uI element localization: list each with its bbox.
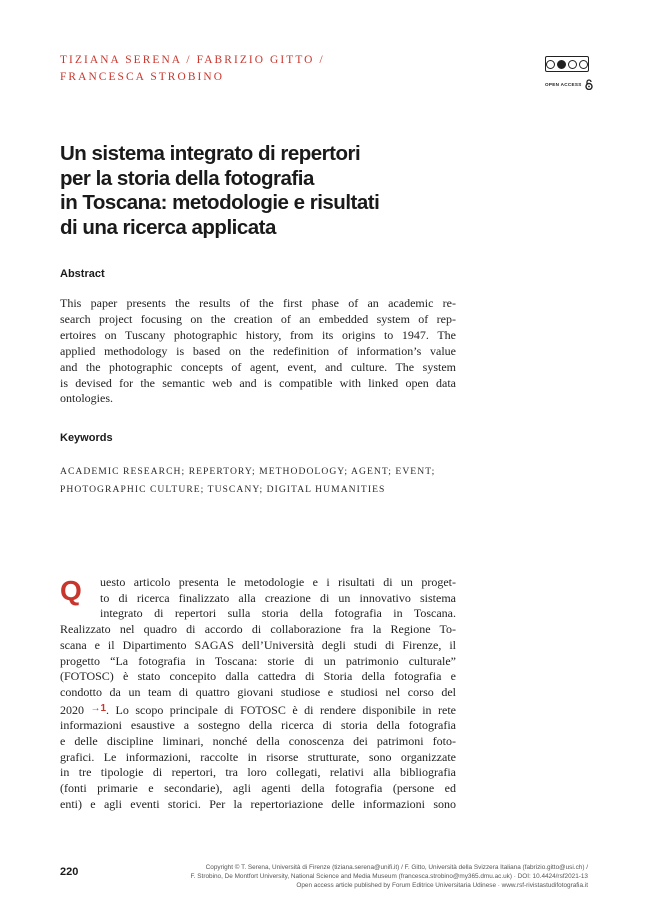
- authors-line-2: FRANCESCA STROBINO: [60, 71, 225, 83]
- body-text-fragment: . Lo scopo principale di FOTOSC è di rendere disponibile in rete: [106, 702, 457, 717]
- body-text: [60, 575, 456, 813]
- body-line: e delle discipline liminari, nonché della conoscenza dei patrimoni foto-: [60, 734, 456, 749]
- body-line: scana e il Dipartimento SAGAS dell’Università degli studi di Firenze, il: [60, 637, 456, 652]
- body-line: integrato di repertori sulla storia della fotografia in Toscana.: [100, 606, 456, 621]
- title-line: Un sistema integrato di repertori: [60, 142, 361, 165]
- abstract-line: ertoires on Tuscany photographic history, from its origins to 1947. The: [60, 327, 456, 342]
- abstract-line: search project focusing on the creation of an embedded system of rep-: [60, 311, 456, 326]
- body-line: enti) e agli eventi storici. Per la repertoriazione delle informazioni sono: [60, 796, 456, 811]
- title-line: per la storia della fotografia: [60, 166, 314, 190]
- title-line: in Toscana: metodologie e risultati: [60, 191, 380, 215]
- abstract-line: and the photographic concepts of agent, event, and culture. The system: [60, 359, 456, 374]
- body-line: [60, 701, 456, 719]
- body-line: to di ricerca finalizzato alla creazione di un innovativo sistema: [100, 590, 456, 605]
- authors-line-1: TIZIANA SERENA / FABRIZIO GITTO /: [60, 54, 325, 66]
- abstract-line: ontologies.: [60, 391, 113, 406]
- body-line: Realizzato nel quadro di accordo di collaborazione fra la Regione To-: [60, 622, 456, 637]
- open-lock-icon: [585, 79, 593, 90]
- keywords-heading: Keywords: [60, 432, 113, 444]
- body-line: condotto da un team di quattro giovani studiose e studiosi nel corso del: [60, 684, 456, 699]
- body-line: in tre tipologie di repertori, tra loro collegati, relativi alla bibliografia: [60, 765, 456, 780]
- abstract-heading: Abstract: [60, 268, 105, 280]
- body-line: (FOTOSC) è stato concepito dalla cattedra di Storia della fotografia e: [60, 669, 456, 684]
- abstract-text: [60, 296, 456, 407]
- body-line: (fonti primarie e secondarie), agli agenti della fotografia (persone ed: [60, 781, 456, 796]
- body-line: grafici. Le informazioni, raccolte in risorse strutturate, sono organizzate: [60, 749, 456, 764]
- open-access-label: OPEN ACCESS: [545, 82, 582, 87]
- body-line: uesto articolo presenta le metodologie e i risultati di un proget-: [100, 575, 456, 589]
- body-text-year: 2020: [60, 702, 84, 717]
- keywords-line-1: ACADEMIC RESEARCH; REPERTORY; METHODOLOGY; AGENT; EVENT;: [60, 466, 436, 477]
- page-number: 220: [60, 866, 79, 878]
- copyright-line: Copyright © T. Serena, Università di Firenze (tiziana.serena@unifi.it) / F. Gitto, Università della Svizzera Italiana (fabrizio.gitto@usi.ch) /: [205, 864, 588, 871]
- cc-license-icon[interactable]: [545, 56, 589, 72]
- open-access-badge: [545, 79, 593, 90]
- by-icon: [557, 60, 566, 69]
- title-line: di una ricerca applicata: [60, 215, 276, 239]
- footnote-link[interactable]: →1: [90, 702, 107, 714]
- cc-icon: [546, 60, 555, 69]
- abstract-line: is devised for the semantic web and is compatible with linked open data: [60, 375, 456, 390]
- body-line: informazioni esaustive a sostegno della ricerca di storia della fotografia: [60, 718, 456, 733]
- keywords-list: [60, 463, 435, 499]
- sa-icon: [579, 60, 588, 69]
- author-list: [60, 52, 325, 86]
- copyright-line: Open access article published by Forum Editrice Universitaria Udinese · www.rsf-rivistastudifotografia.it: [296, 882, 588, 890]
- copyright-line: F. Strobino, De Montfort University, National Science and Media Museum (francesca.strobino@my365.dmu.ac.uk) · DOI: 10.4424/rsf2021-13: [190, 873, 588, 881]
- copyright-notice: [88, 863, 588, 891]
- article-title: [60, 142, 500, 240]
- nc-icon: [568, 60, 577, 69]
- abstract-line: This paper presents the results of the first phase of an academic re-: [60, 296, 456, 310]
- abstract-line: applied methodology is based on the redefinition of information’s value: [60, 343, 456, 358]
- keywords-line-2: PHOTOGRAPHIC CULTURE; TUSCANY; DIGITAL HUMANITIES: [60, 484, 386, 495]
- drop-cap: Q: [60, 575, 82, 606]
- body-line: progetto “La fotografia in Toscana: storie di un patrimonio culturale”: [60, 653, 456, 668]
